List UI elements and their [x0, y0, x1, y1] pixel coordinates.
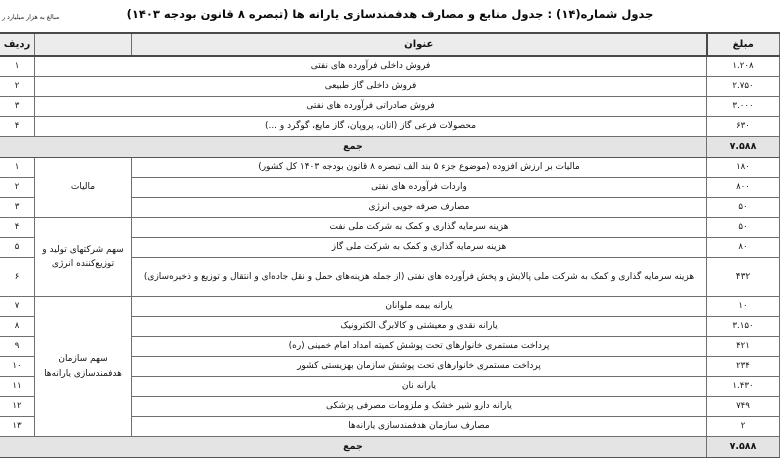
cell-title: فروش صادراتی فرآورده های نفتی [35, 97, 707, 117]
cell-rownum: ۲ [0, 77, 35, 97]
cell-title: هزینه سرمایه گذاری و کمک به شرکت ملی پالایش و پخش فرآورده های نفتی (از جمله هزینه‌های حمل و نقل جاده‌ای و انتقال و توزیع و ذخیره‌سازی) [132, 258, 707, 297]
cell-amount: ۲۳۴ [707, 357, 780, 377]
cell-amount: ۱۰ [707, 297, 780, 317]
cell-amount: ۸۰۰ [707, 178, 780, 198]
group-label-line: سهم سازمان [58, 354, 108, 365]
table-row [0, 77, 780, 97]
cell-title: مالیات بر ارزش افزوده (موضوع جزء ۵ بند الف تبصره ۸ قانون بودجه ۱۴۰۳ کل کشور) [132, 158, 707, 178]
table-row [0, 218, 780, 238]
cell-title: یارانه دارو شیر خشک و ملزومات مصرفی پزشکی [132, 397, 707, 417]
cell-rownum: ۱ [0, 56, 35, 77]
cell-title: مصارف سازمان هدفمندسازی یارانه‌ها [132, 417, 707, 437]
cell-sum-amount: ۷.۵۸۸ [707, 137, 780, 158]
group-label-line: توزیع‌کننده انرژی [51, 259, 115, 269]
table-row [0, 158, 780, 178]
cell-rownum: ۱۳ [0, 417, 35, 437]
cell-amount: ۸۰ [707, 238, 780, 258]
table-row [0, 56, 780, 77]
cell-title: واردات فرآورده های نفتی [132, 178, 707, 198]
cell-group-label [35, 218, 132, 297]
cell-title: فروش داخلی فرآورده های نفتی [35, 56, 707, 77]
cell-rownum: ۲ [0, 178, 35, 198]
cell-amount: ۴۲۱ [707, 337, 780, 357]
cell-amount: ۵۰ [707, 198, 780, 218]
cell-sum-label: جمع [0, 137, 707, 158]
cell-amount: ۴۳۲ [707, 258, 780, 297]
cell-group-label [35, 158, 132, 218]
column-header-group [35, 33, 132, 56]
cell-amount: ۲.۷۵۰ [707, 77, 780, 97]
budget-table [0, 32, 780, 458]
cell-group-label [35, 297, 132, 437]
cell-rownum: ۴ [0, 218, 35, 238]
cell-amount: ۷۴۹ [707, 397, 780, 417]
cell-rownum: ۷ [0, 297, 35, 317]
cell-rownum: ۳ [0, 198, 35, 218]
cell-title: هزینه سرمایه گذاری و کمک به شرکت ملی گاز [132, 238, 707, 258]
column-header-rownum: ردیف [0, 33, 35, 56]
cell-title: یارانه بیمه ملوانان [132, 297, 707, 317]
group-label-line: هدفمندسازی یارانه‌ها [44, 368, 122, 379]
unit-note: مبالغ به هزار میلیارد ر [2, 14, 60, 21]
cell-amount: ۲ [707, 417, 780, 437]
page-header [0, 0, 780, 32]
cell-rownum: ۱ [0, 158, 35, 178]
cell-title: فروش داخلی گاز طبیعی [35, 77, 707, 97]
cell-rownum: ۹ [0, 337, 35, 357]
page-title: جدول شماره(۱۴) : جدول منابع و مصارف هدفمندسازی یارانه ها (تبصره ۸ قانون بودجه ۱۴۰۳) [126, 7, 654, 21]
cell-title: هزینه سرمایه گذاری و کمک به شرکت ملی نفت [132, 218, 707, 238]
cell-title: مصارف صرفه جویی انرژی [132, 198, 707, 218]
cell-amount: ۶۳۰ [707, 117, 780, 137]
table-row [0, 97, 780, 117]
cell-amount: ۳.۰۰۰ [707, 97, 780, 117]
uses-total-row [0, 437, 780, 458]
cell-rownum: ۳ [0, 97, 35, 117]
cell-title: محصولات فرعی گاز (اتان، پروپان، گاز مایع، گوگرد و ...) [35, 117, 707, 137]
cell-title: پرداخت مستمری خانوارهای تحت پوشش کمیته امداد امام خمینی (ره) [132, 337, 707, 357]
cell-title: یارانه نان [132, 377, 707, 397]
table-row [0, 117, 780, 137]
cell-title: یارانه نقدی و معیشتی و کالابرگ الکترونیک [132, 317, 707, 337]
table-header-row [0, 33, 780, 56]
cell-amount: ۱.۲۰۸ [707, 56, 780, 77]
column-header-amount: مبلغ [707, 33, 780, 56]
cell-amount: ۱۸۰ [707, 158, 780, 178]
cell-amount: ۳.۱۵۰ [707, 317, 780, 337]
cell-rownum: ۱۱ [0, 377, 35, 397]
cell-amount: ۵۰ [707, 218, 780, 238]
column-header-title: عنوان [132, 33, 707, 56]
cell-rownum: ۸ [0, 317, 35, 337]
cell-sum-amount: ۷.۵۸۸ [707, 437, 780, 458]
cell-rownum: ۴ [0, 117, 35, 137]
cell-amount: ۱.۴۳۰ [707, 377, 780, 397]
group-label-line: سهم شرکتهای تولید و [42, 244, 124, 255]
group-label-line: مالیات [70, 182, 96, 193]
sources-total-row [0, 137, 780, 158]
cell-sum-label: جمع [0, 437, 707, 458]
cell-rownum: ۱۰ [0, 357, 35, 377]
cell-rownum: ۱۲ [0, 397, 35, 417]
cell-rownum: ۵ [0, 238, 35, 258]
cell-rownum: ۶ [0, 258, 35, 297]
cell-title: پرداخت مستمری خانوارهای تحت پوشش سازمان بهزیستی کشور [132, 357, 707, 377]
table-row [0, 297, 780, 317]
